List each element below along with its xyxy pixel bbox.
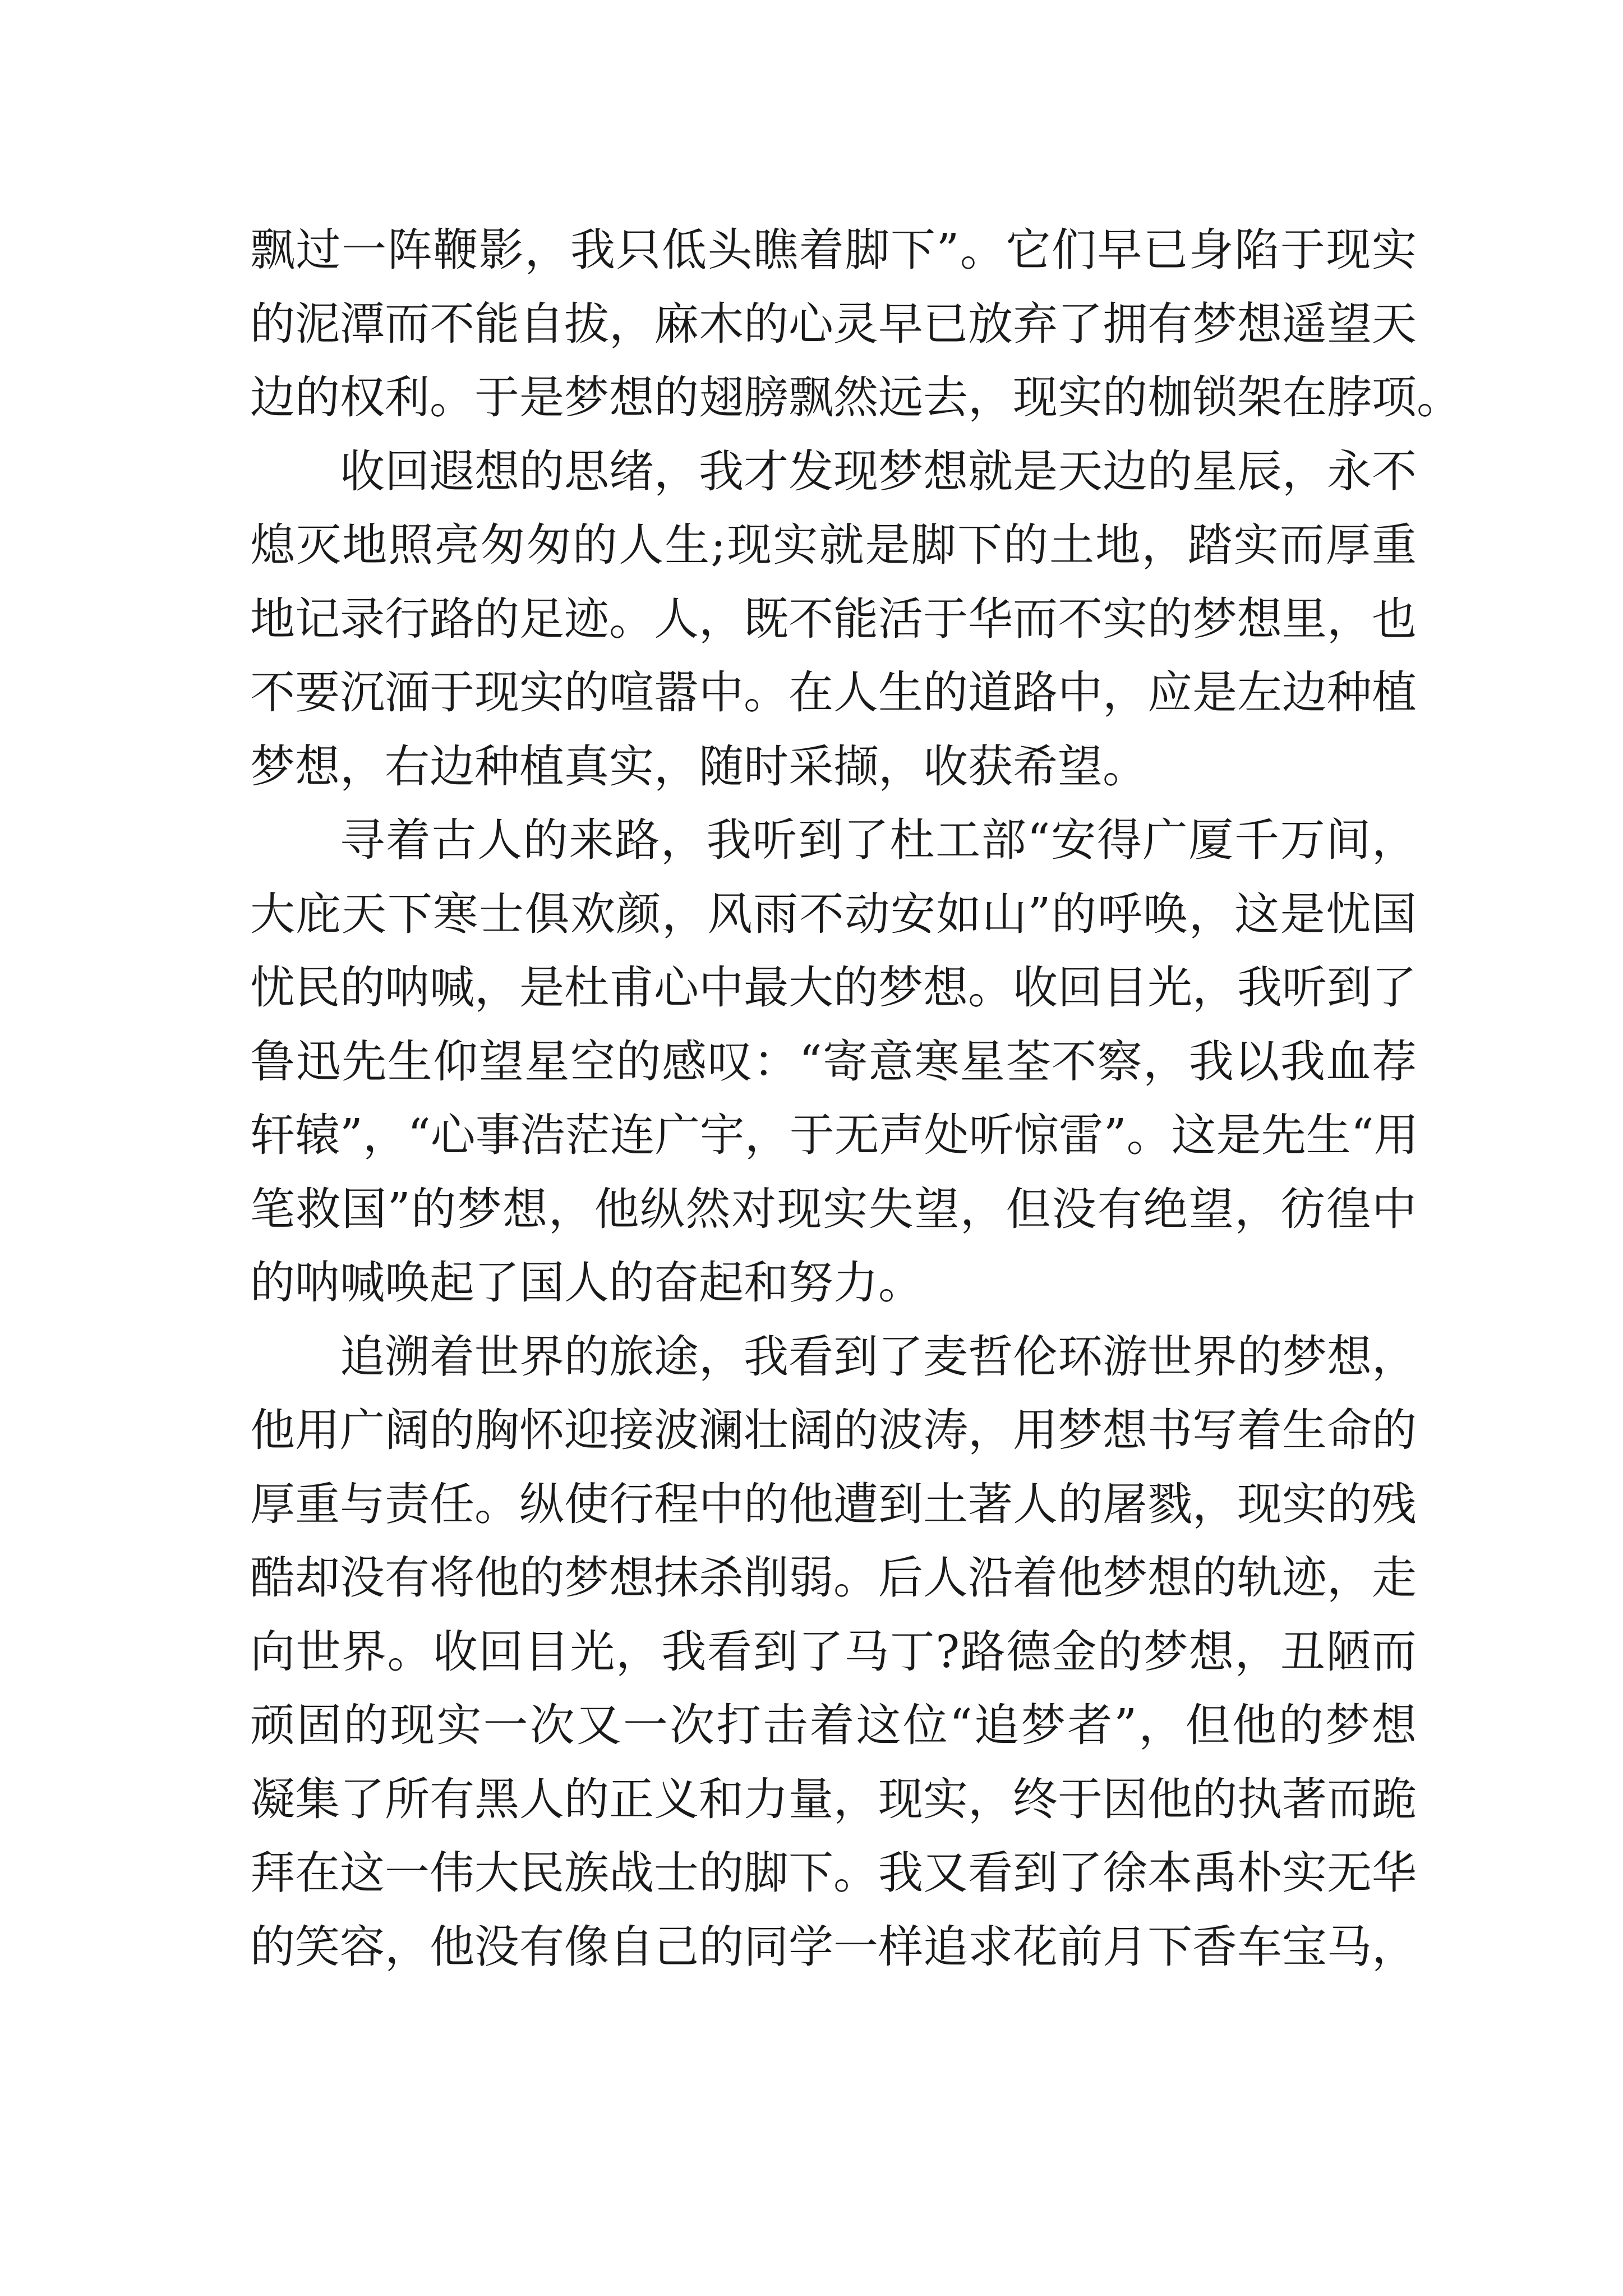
paragraph-first-line: 追溯着世界的旅途，我看到了麦哲伦环游世界的梦想， [340,1330,1417,1383]
essay-body [250,213,1461,1984]
text-line: 鲁迅先生仰望星空的感叹：“寄意寒星荃不察，我以我血荐 [250,1035,1417,1088]
text-line: 飘过一阵鞭影，我只低头瞧着脚下”。它们早已身陷于现实 [250,224,1417,276]
text-line: 大庇天下寒士俱欢颜，风雨不动安如山”的呼唤，这是忧国 [250,887,1417,940]
text-line: 轩辕”，“心事浩茫连广宇，于无声处听惊雷”。这是先生“用 [250,1109,1419,1161]
text-line: 凝集了所有黑人的正义和力量，现实，终于因他的执著而跪 [250,1773,1417,1825]
text-line: 的笑容，他没有像自己的同学一样追求花前月下香车宝马， [250,1920,1417,1973]
text-line: 边的权利。于是梦想的翅膀飘然远去，现实的枷锁架在脖项。 [250,371,1461,424]
text-line: 厚重与责任。纵使行程中的他遭到土著人的屠戮，现实的残 [250,1478,1417,1530]
text-line: 顽固的现实一次又一次打击着这位“追梦者”，但他的梦想 [250,1699,1417,1751]
text-line: 笔救国”的梦想，他纵然对现实失望，但没有绝望，彷徨中 [250,1182,1417,1235]
paragraph-first-line: 寻着古人的来路，我听到了杜工部“安得广厦千万间， [340,814,1417,866]
text-line: 忧民的呐喊，是杜甫心中最大的梦想。收回目光，我听到了 [250,961,1417,1014]
text-line: 的呐喊唤起了国人的奋起和努力。 [250,1257,923,1309]
text-line: 地记录行路的足迹。人，既不能活于华而不实的梦想里，也 [250,592,1417,645]
text-line: 拜在这一伟大民族战士的脚下。我又看到了徐本禹朴实无华 [250,1847,1417,1899]
text-line: 的泥潭而不能自拔，麻木的心灵早已放弃了拥有梦想遥望天 [250,297,1417,350]
text-line: 熄灭地照亮匆匆的人生;现实就是脚下的土地，踏实而厚重 [250,519,1417,571]
text-line: 梦想，右边种植真实，随时采撷，收获希望。 [250,740,1147,793]
text-line: 向世界。收回目光，我看到了马丁?路德金的梦想，丑陋而 [250,1625,1417,1678]
paragraph-first-line: 收回遐想的思绪，我才发现梦想就是天边的星辰，永不 [340,445,1417,498]
text-line: 不要沉湎于现实的喧嚣中。在人生的道路中，应是左边种植 [250,666,1417,719]
text-line: 他用广阔的胸怀迎接波澜壮阔的波涛，用梦想书写着生命的 [250,1404,1417,1456]
text-line: 酷却没有将他的梦想抹杀削弱。后人沿着他梦想的轨迹，走 [250,1552,1417,1604]
